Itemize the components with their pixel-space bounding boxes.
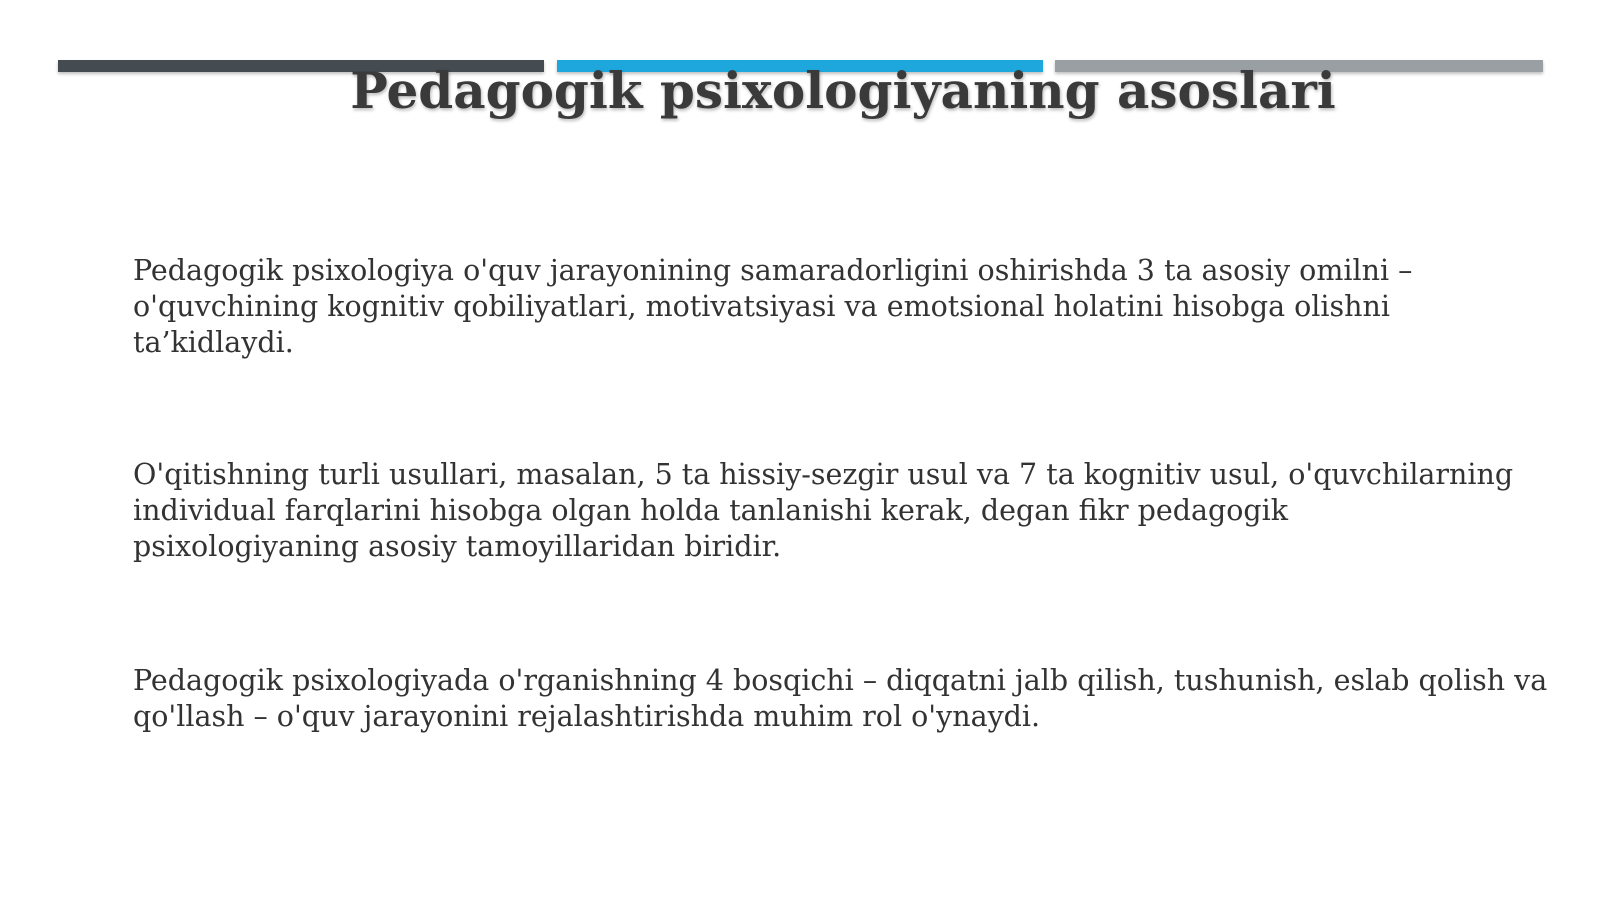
paragraph-1: Pedagogik psixologiya o'quv jarayonining samaradorligini oshirishda 3 ta asosiy omilni – o'quvchining kognitiv qobiliyatlari, motivatsiyasi va emotsional holatini hisobga olishni ta’kidlaydi. — [133, 254, 1413, 359]
slide-title: Pedagogik psixologiyaning asoslari — [350, 61, 1336, 120]
paragraph-2: O'qitishning turli usullari, masalan, 5 ta hissiy-sezgir usul va 7 ta kognitiv usul, o'quvchilarning individual farqlarini hisobga olgan holda tanlanishi kerak, degan fikr pedagogik psixologiyaning asosiy tamoyillaridan biridir. — [133, 458, 1514, 563]
paragraph-3: Pedagogik psixologiyada o'rganishning 4 bosqichi – diqqatni jalb qilish, tushunish, eslab qolish va qo'llash – o'quv jarayonini rejalashtirishda muhim rol o'ynaydi. — [133, 664, 1548, 733]
